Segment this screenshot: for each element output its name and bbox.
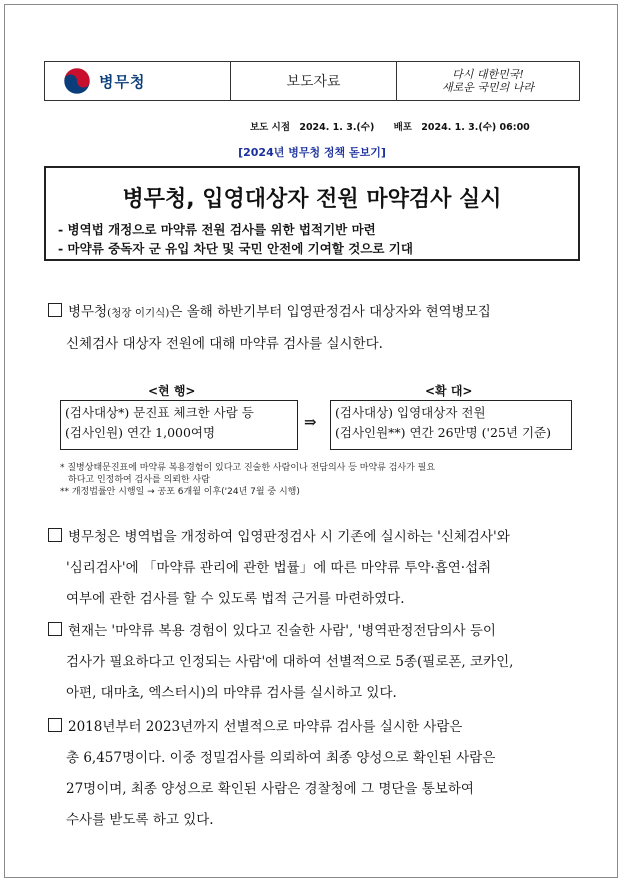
distribute-value: 2024. 1. 3.(수) 06:00 [421,122,530,133]
para4-line1: 2018년부터 2023년까지 선별적으로 마약류 검사를 실시한 사람은 [68,719,463,735]
slogan-line1: 다시 대한민국! [452,68,524,81]
release-info [250,119,536,133]
embargo-value: 2024. 1. 3.(수) [299,122,375,133]
subtitle-2: - 마약류 중독자 군 유입 차단 및 국민 안전에 기여할 것으로 기대 [58,241,413,256]
paragraph-1 [48,297,588,360]
current-box [60,400,298,450]
para3-line1: 현재는 '마약류 복용 경험이 있다고 진술한 사람', '병역판정전담의사 등이 [68,623,496,639]
expanded-line-2: (검사인원**) 연간 26만명 ('25년 기준) [335,425,551,440]
checkbox-bullet-icon [48,622,62,636]
footnotes [60,462,435,498]
checkbox-bullet-icon [48,303,62,317]
para2-line3: 여부에 관한 검사를 할 수 있도록 법적 근거를 마련하였다. [66,591,405,607]
paragraph-4 [48,712,588,836]
paragraph-2 [48,522,588,615]
current-line-1: (검사대상*) 문진표 체크한 사람 등 [65,405,254,420]
page-title: 병무청, 입영대상자 전원 마약검사 실시 [122,187,502,212]
para4-line2: 총 6,457명이다. 이중 정밀검사를 의뢰하여 최종 양성으로 확인된 사람은 [66,750,496,766]
para4-line3: 27명이며, 최종 양성으로 확인된 사람은 경찰청에 그 명단을 통보하여 [66,781,474,797]
slogan-line2: 새로운 국민의 나라 [441,81,534,94]
para2-line2: '심리검사'에 「마약류 관리에 관한 법률」에 따른 마약류 투약·흡연·섭취 [66,560,492,576]
para1-text-a: 병무청 [68,304,108,320]
expanded-label: <확 대> [425,384,473,398]
footnote-1-cont: 하다고 인정하여 검사를 의뢰한 사람 [68,475,210,485]
para1-line2: 신체검사 대상자 전원에 대해 마약류 검사를 실시한다. [66,336,383,352]
para3-line3: 아편, 대마초, 엑스터시)의 마약류 검사를 실시하고 있다. [66,685,397,701]
distribute-label: 배포 [393,122,412,133]
current-label: <현 행> [148,384,196,398]
org-name: 병무청 [99,72,146,91]
expanded-box [330,400,572,450]
series-label: [2024년 병무청 정책 돋보기] [238,146,386,159]
current-line-2: (검사인원) 연간 1,000여명 [65,425,216,440]
slogan [397,62,579,100]
doc-type: 보도자료 [231,62,397,100]
expanded-line-1: (검사대상) 입영대상자 전원 [335,405,486,420]
para1-note: (청장 이기식) [107,307,170,319]
checkbox-bullet-icon [48,528,62,542]
para2-line1: 병무청은 병역법을 개정하여 입영판정검사 시 기존에 실시하는 '신체검사'와 [68,529,510,545]
embargo-label: 보도 시점 [250,122,291,133]
subtitle-1: - 병역법 개정으로 마약류 전원 검사를 위한 법적기반 마련 [58,222,376,237]
arrow-right-icon: ⇒ [304,413,317,431]
checkbox-bullet-icon [48,718,62,732]
footnote-2: ** 개정법률안 시행일 → 공포 6개월 이후('24년 7월 중 시행) [60,487,300,497]
para1-text-b: 은 올해 하반기부터 입영판정검사 대상자와 현역병모집 [169,304,491,320]
title-box [44,166,580,261]
para4-line4: 수사를 받도록 하고 있다. [66,812,214,828]
taegeuk-emblem-icon [63,67,91,95]
press-header [44,61,580,101]
para3-line2: 검사가 필요하다고 인정되는 사람'에 대하여 선별적으로 5종(필로폰, 코카인, [66,654,514,670]
org-logo [45,62,231,100]
footnote-1: * 질병상태문진표에 마약류 복용경험이 있다고 진술한 사람이나 전담의사 등 마약류 검사가 필요 [60,463,436,473]
paragraph-3 [48,616,588,709]
